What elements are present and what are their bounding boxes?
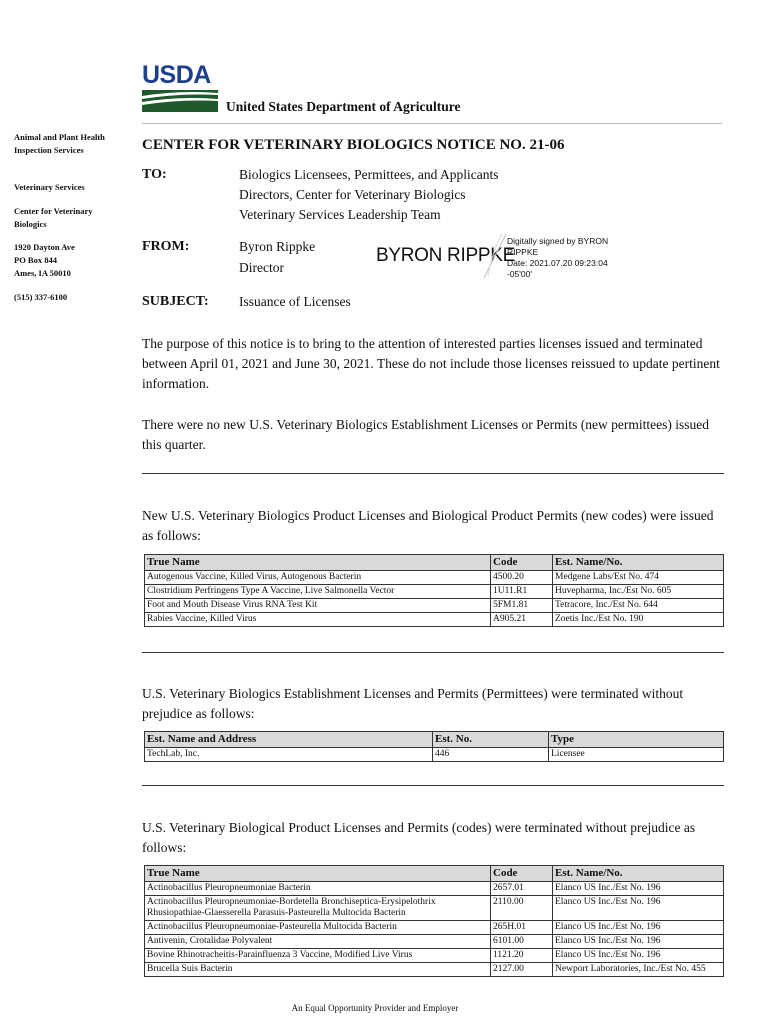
to-label: TO:	[142, 167, 167, 182]
true-name-cell: Autogenous Vaccine, Killed Virus, Autogenous Bacterin	[145, 571, 491, 585]
logo-text: USDA	[142, 61, 211, 89]
header-divider	[142, 123, 722, 124]
no-new-licenses-paragraph: There were no new U.S. Veterinary Biologics Establishment Licenses or Permits (new permittees) issued this quarter.	[142, 417, 709, 452]
signature-name: BYRON RIPPKE	[376, 245, 515, 266]
column-header: Est. Name and Address	[145, 732, 433, 748]
sidebar-center: Center for Veterinary Biologics	[14, 206, 93, 229]
column-header: Est. Name/No.	[553, 866, 724, 882]
true-name-cell: Actinobacillus Pleuropneumoniae-Bordetella Bronchiseptica-Erysipelothrix Rhusiopathiae-Glaesserella Parasuis-Pasteurella Multocida Bacterin	[145, 896, 491, 921]
usda-logo	[142, 63, 218, 113]
terminated-establishments-table	[144, 731, 724, 762]
from-label: FROM:	[142, 239, 190, 254]
est-cell: Elanco US Inc./Est No. 196	[553, 896, 724, 921]
to-line-3: Veterinary Services Leadership Team	[239, 207, 441, 222]
est-cell: Elanco US Inc./Est No. 196	[553, 949, 724, 963]
table-row	[145, 882, 724, 896]
sidebar-phone: (515) 337-6100	[14, 292, 68, 302]
table-row	[145, 599, 724, 613]
table-row	[145, 748, 724, 762]
true-name-cell: Actinobacillus Pleuropneumoniae-Pasteurella Multocida Bacterin	[145, 921, 491, 935]
subject-label: SUBJECT:	[142, 294, 209, 309]
to-line-1: Biologics Licensees, Permittees, and Applicants	[239, 167, 499, 182]
true-name-cell: Clostridium Perfringens Type A Vaccine, Live Salmonella Vector	[145, 585, 491, 599]
true-name-cell: Rabies Vaccine, Killed Virus	[145, 613, 491, 627]
column-header: Code	[491, 866, 553, 882]
column-header: True Name	[145, 866, 491, 882]
table-row	[145, 571, 724, 585]
code-cell: 2657.01	[491, 882, 553, 896]
column-header: Est. Name/No.	[553, 555, 724, 571]
est-name-cell: TechLab, Inc.	[145, 748, 433, 762]
est-cell: Elanco US Inc./Est No. 196	[553, 935, 724, 949]
table-row	[145, 963, 724, 977]
code-cell: 1121.20	[491, 949, 553, 963]
signature-details	[507, 236, 627, 280]
section-divider-1	[142, 473, 724, 474]
table-row	[145, 613, 724, 627]
purpose-paragraph: The purpose of this notice is to bring to the attention of interested parties licenses issued and terminated between April 01, 2021 and June 30, 2021. These do not include those licenses reissued to update pertinent information.	[142, 336, 720, 391]
sidebar-agency: Animal and Plant Health Inspection Services	[14, 132, 105, 155]
true-name-cell: Bovine Rhinotracheitis-Parainfluenza 3 Vaccine, Modified Live Virus	[145, 949, 491, 963]
est-cell: Elanco US Inc./Est No. 196	[553, 921, 724, 935]
from-name: Byron Rippke	[239, 239, 316, 254]
est-cell: Tetracore, Inc./Est No. 644	[553, 599, 724, 613]
true-name-cell: Antivenin, Crotalidae Polyvalent	[145, 935, 491, 949]
department-title: United States Department of Agriculture	[226, 99, 461, 114]
code-cell: 1U11.R1	[491, 585, 553, 599]
notice-title: CENTER FOR VETERINARY BIOLOGICS NOTICE NO. 21-06	[142, 137, 565, 153]
table-row	[145, 585, 724, 599]
subject-value: Issuance of Licenses	[239, 294, 351, 309]
column-header: Type	[549, 732, 724, 748]
new-products-intro: New U.S. Veterinary Biologics Product Licenses and Biological Product Permits (new codes) were issued as follows:	[142, 508, 714, 543]
sidebar-unit: Veterinary Services	[14, 182, 85, 192]
column-header: True Name	[145, 555, 491, 571]
logo-field-icon	[142, 90, 218, 112]
section-divider-2	[142, 652, 724, 653]
table-row	[145, 935, 724, 949]
code-cell: A905.21	[491, 613, 553, 627]
true-name-cell: Actinobacillus Pleuropneumoniae Bacterin	[145, 882, 491, 896]
footer-text: An Equal Opportunity Provider and Employer	[291, 1003, 459, 1013]
column-header: Code	[491, 555, 553, 571]
true-name-cell: Brucella Suis Bacterin	[145, 963, 491, 977]
est-no-cell: 446	[433, 748, 549, 762]
terminated-products-table	[144, 865, 724, 977]
column-header: Est. No.	[433, 732, 549, 748]
to-line-2: Directors, Center for Veterinary Biologics	[239, 187, 466, 202]
table-header-row	[145, 732, 724, 748]
table-row	[145, 921, 724, 935]
signature-line-3: Date: 2021.07.20 09:23:04	[507, 258, 608, 268]
signature-line-4: -05'00'	[507, 269, 532, 279]
code-cell: 265H.01	[491, 921, 553, 935]
code-cell: 5FM1.81	[491, 599, 553, 613]
est-cell: Zoetis Inc./Est No. 190	[553, 613, 724, 627]
code-cell: 2110.00	[491, 896, 553, 921]
sidebar-address-3: Ames, IA 50010	[14, 268, 71, 278]
true-name-cell: Foot and Mouth Disease Virus RNA Test Kit	[145, 599, 491, 613]
type-cell: Licensee	[549, 748, 724, 762]
sidebar-address-2: PO Box 844	[14, 255, 57, 265]
signature-mark-icon	[480, 232, 510, 280]
code-cell: 6101.00	[491, 935, 553, 949]
est-cell: Newport Laboratories, Inc./Est No. 455	[553, 963, 724, 977]
table-row	[145, 949, 724, 963]
code-cell: 4500.20	[491, 571, 553, 585]
code-cell: 2127.00	[491, 963, 553, 977]
est-cell: Medgene Labs/Est No. 474	[553, 571, 724, 585]
signature-line-2: RIPPKE	[507, 247, 539, 257]
terminated-products-intro: U.S. Veterinary Biological Product Licenses and Permits (codes) were terminated without prejudice as follows:	[142, 820, 696, 855]
est-cell: Huvepharma, Inc./Est No. 605	[553, 585, 724, 599]
new-products-table	[144, 554, 724, 627]
signature-line-1: Digitally signed by BYRON	[507, 236, 609, 246]
table-row	[145, 896, 724, 921]
est-cell: Elanco US Inc./Est No. 196	[553, 882, 724, 896]
terminated-establishments-intro: U.S. Veterinary Biologics Establishment Licenses and Permits (Permittees) were terminated without prejudice as follows:	[142, 686, 684, 721]
table-header-row	[145, 866, 724, 882]
section-divider-3	[142, 785, 724, 786]
sidebar-address-1: 1920 Dayton Ave	[14, 242, 75, 252]
from-title: Director	[239, 260, 284, 275]
table-header-row	[145, 555, 724, 571]
